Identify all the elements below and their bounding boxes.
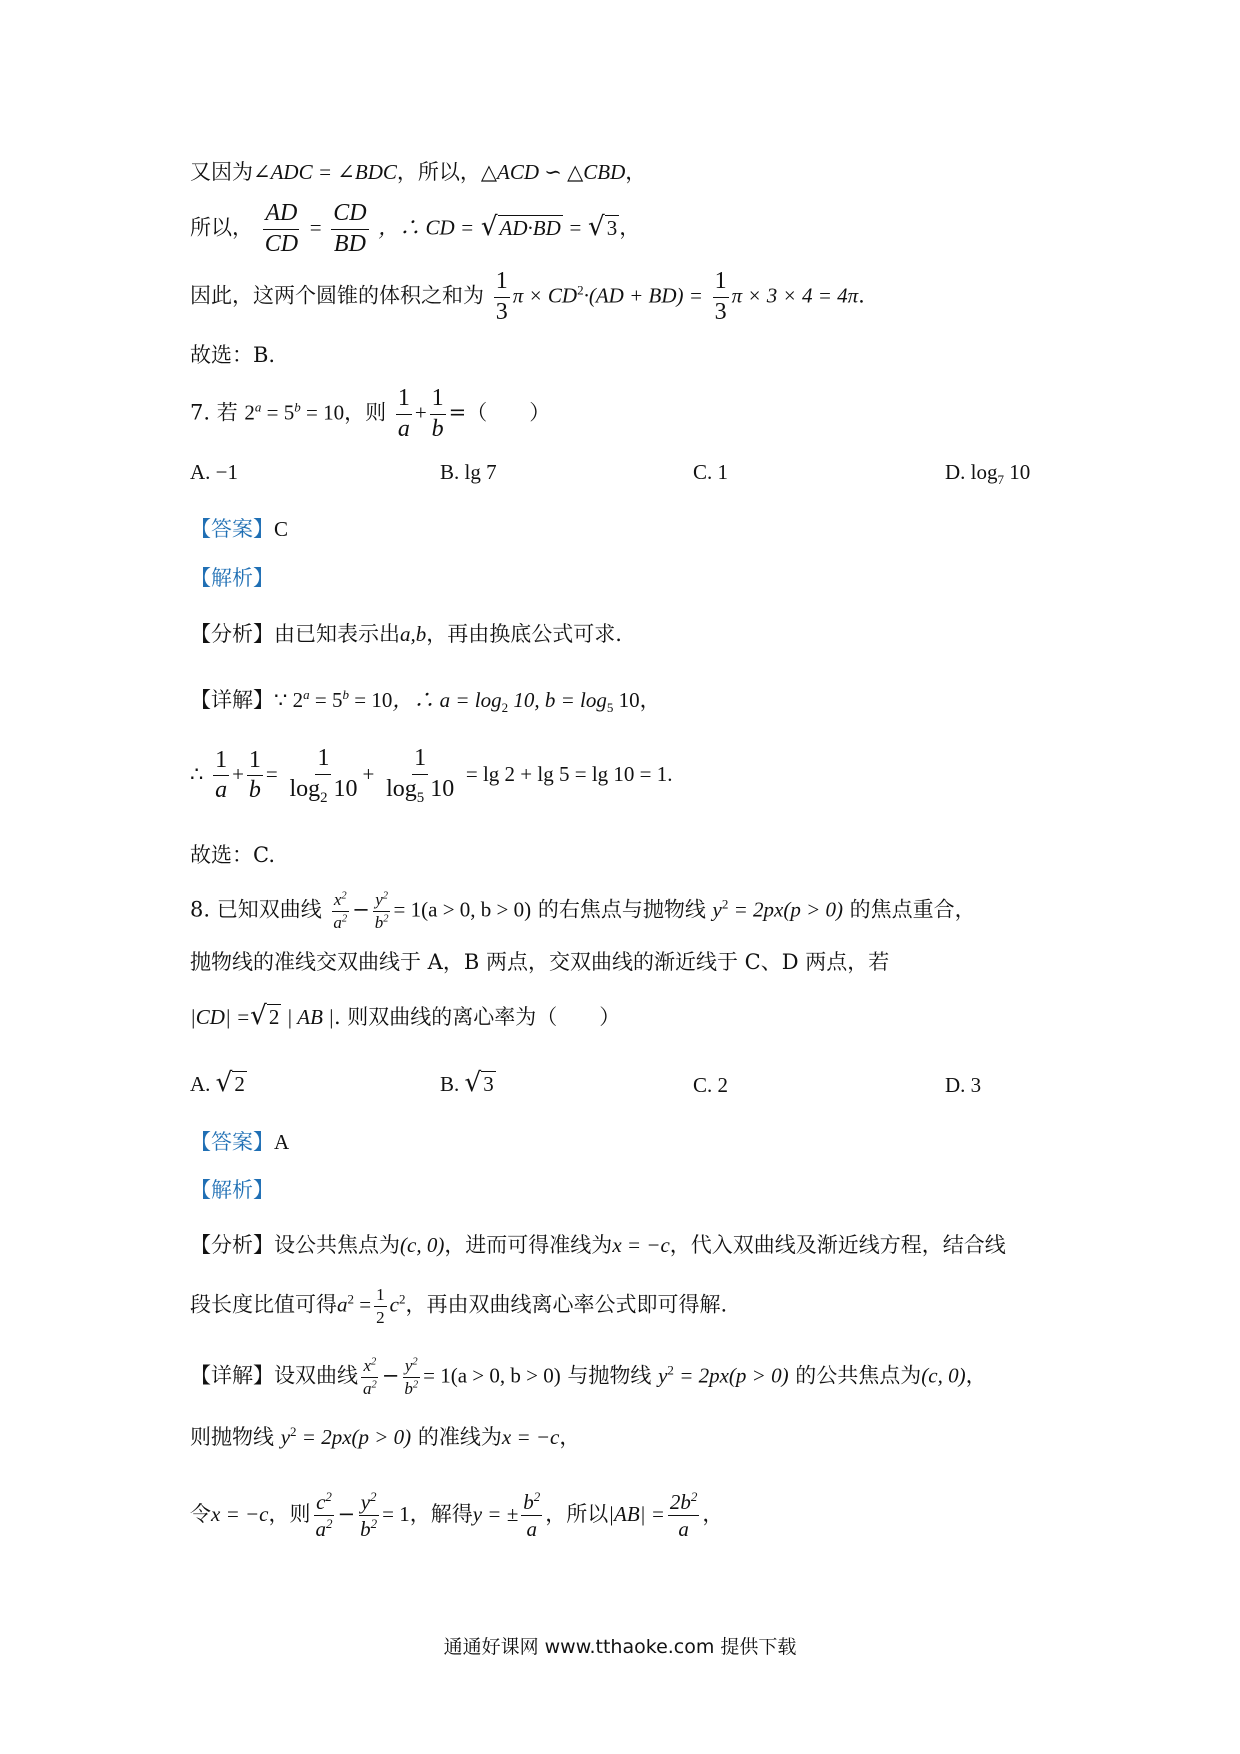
math-angle-equation: ∠ADC = ∠BDC [253, 160, 397, 184]
text: =（ ） [448, 400, 551, 425]
fraction-b2-over-a: $\frac{b^2}{a}$ [523, 1489, 541, 1542]
question-7 [190, 385, 550, 443]
text: ，所以， [396, 160, 481, 184]
text: ，则 [344, 400, 387, 425]
text-line-1 [190, 160, 646, 185]
answer-tag: 【答案】 [190, 517, 274, 541]
fraction-ad-cd: $\frac{AD}{CD}$ [264, 200, 299, 257]
option-b: B. lg 7 [440, 460, 497, 484]
text: . [858, 283, 865, 308]
fraction-1-over-log5-10: $\frac{1}{\log_5 10}$ [386, 745, 455, 806]
text-line-4: 故选：B. [190, 343, 276, 367]
fraction-x2-over-a2: $\frac{x^2}{a^2}$ [363, 1356, 377, 1398]
text-line: 抛物线的准线交双曲线于 A，B 两点，交双曲线的渐近线于 C、D 两点，若 [190, 950, 890, 974]
option-d: D. $\log_7 10$ [945, 460, 1031, 488]
superscript: a [254, 399, 262, 415]
option-a: A. √ 2 [190, 1068, 245, 1098]
xiangjie-tag: 【详解】 [190, 688, 274, 712]
text: ， [619, 215, 641, 240]
math-text: π × CD [512, 283, 578, 308]
fraction-one-half: $\frac{1}{2}$ [376, 1285, 385, 1327]
plus-sign: + [414, 400, 427, 425]
fraction-one-third: $\frac{1}{3}$ [495, 268, 508, 325]
answer-value: C [274, 517, 289, 541]
answer-7 [190, 517, 288, 542]
fraction-y2-over-b2: $\frac{y^2}{b^2}$ [374, 890, 389, 932]
text: 8. 已知双曲线 [190, 897, 322, 922]
math-text: = lg 2 + lg 5 = lg 10 = 1. [465, 762, 673, 787]
option-a: A. −1 [190, 460, 239, 484]
text-line-3 [190, 268, 865, 326]
fenxi-tag: 【分析】 [190, 622, 274, 646]
superscript: b [294, 399, 301, 415]
fraction-1-over-b: $\frac{1}{b}$ [431, 385, 444, 442]
fraction-2b2-over-a: $\frac{2b^2}{a}$ [669, 1489, 698, 1542]
sqrt-2: √ 2 [250, 1001, 280, 1031]
fraction-y2-over-b2: $\frac{y^2}{b^2}$ [360, 1489, 378, 1542]
fenxi-7 [190, 622, 622, 647]
answer-8: 【答案】A [190, 1130, 290, 1154]
superscript: 2 [577, 282, 584, 298]
text-line: |CD| = √ 2 | AB |. 则双曲线的离心率为（ ） [190, 1001, 621, 1031]
math-text: = 1(a > 0, b > 0) [393, 897, 532, 922]
equals-sign: = [569, 215, 582, 240]
math-text: ∵ 2 [274, 688, 304, 712]
fraction-c2-over-a2: $\frac{c^2}{a^2}$ [315, 1489, 333, 1542]
math-text: π × 3 × 4 = 4π [731, 283, 859, 308]
math-similar-triangles: △ACD ∽ △CBD [480, 160, 626, 184]
text-line: 故选：C. [190, 843, 275, 867]
math-text: 2 [244, 400, 255, 425]
math-text: a,b [400, 622, 427, 646]
option-c: C. 2 [693, 1073, 729, 1097]
xiangjie-8-line2: 则抛物线 $y^2 = 2px(p > 0)$ 的准线为x = −c， [190, 1424, 581, 1449]
fraction-y2-over-b2: $\frac{y^2}{b^2}$ [404, 1356, 419, 1398]
jiexi-tag: 【解析】 [190, 566, 274, 590]
jiexi-tag: 【解析】 [190, 1178, 274, 1202]
text: 又因为 [190, 160, 253, 184]
xiangjie-7: 【详解】∵ $2^a = 5^b = 10$，∴ $a = \log_2 10$, $b = \log_5 10$， [190, 687, 661, 716]
option-d: D. 3 [945, 1073, 982, 1097]
text: 7. 若 [190, 400, 238, 425]
fraction-x2-over-a2: $\frac{x^2}{a^2}$ [333, 890, 348, 932]
xiangjie-8-line3: 令x = −c，则 $\frac{c^2}{a^2}$ − $\frac{y^2}{b^2}$ = 1，解得y = ± $\frac{b^2}{a}$ ，所以|AB| = $\frac{2b^2}{a}$ ， [190, 1489, 724, 1542]
fenxi-8: 【分析】设公共焦点为(c, 0)，进而可得准线为x = −c，代入双曲线及渐近线方程，结合线 [190, 1233, 1006, 1257]
fraction-one-third: $\frac{1}{3}$ [714, 268, 727, 325]
math-text: ，∴ a = log [392, 688, 502, 712]
therefore-sign: ∴ [190, 762, 204, 787]
fraction-1-over-b: $\frac{1}{b}$ [248, 746, 261, 804]
text-line-2 [190, 200, 640, 258]
math-text: ，∴ CD = [378, 215, 475, 240]
text: 所以， [190, 215, 253, 240]
text: 由已知表示出 [274, 622, 400, 646]
text: ，再由换底公式可求. [426, 622, 622, 646]
option-b: B. √ 3 [440, 1068, 494, 1098]
fenxi-8-cont: 段长度比值可得$a^2$ = $\frac{1}{2}$ $c^2$，再由双曲线离心率公式即可得解. [190, 1285, 728, 1327]
calc-7: ∴ $\frac{1}{a}$ + $\frac{1}{b}$ = $\frac{1}{\log_2 10}$ + $\frac{1}{\log_5 10}$ = lg 2 + lg 5 = lg 10 = 1. [190, 745, 673, 806]
fraction-cd-bd: $\frac{CD}{BD}$ [333, 200, 367, 257]
math-text: ·(AD + BD) = [583, 283, 703, 308]
question-8: 8. 已知双曲线 $\frac{x^2}{a^2}$ − $\frac{y^2}{b^2}$ = 1(a > 0, b > 0) 的右焦点与抛物线 $y^2 = 2px(p > 0)$ 的焦点重合， [190, 890, 976, 932]
text: 因此，这两个圆锥的体积之和为 [190, 283, 484, 308]
option-c: C. 1 [693, 460, 729, 484]
fraction-1-over-log2-10: $\frac{1}{\log_2 10}$ [289, 745, 358, 806]
page-footer: 通通好课网 www.tthaoke.com 提供下载 [443, 1636, 797, 1658]
fraction-1-over-a: $\frac{1}{a}$ [215, 746, 228, 804]
math-text: = 5 [261, 400, 295, 425]
xiangjie-8: 【详解】设双曲线 $\frac{x^2}{a^2}$ − $\frac{y^2}{b^2}$ = 1(a > 0, b > 0) 与抛物线 $y^2 = 2px(p > 0)$ 的公共焦点为(c, 0)， [190, 1356, 987, 1398]
fraction-1-over-a: $\frac{1}{a}$ [397, 385, 410, 442]
math-text: = 10 [300, 400, 345, 425]
sqrt-ad-bd: √ AD·BD [480, 211, 561, 242]
sqrt-3: √ 3 [588, 211, 618, 242]
equals-sign: = [309, 215, 322, 240]
text: ， [625, 160, 647, 184]
